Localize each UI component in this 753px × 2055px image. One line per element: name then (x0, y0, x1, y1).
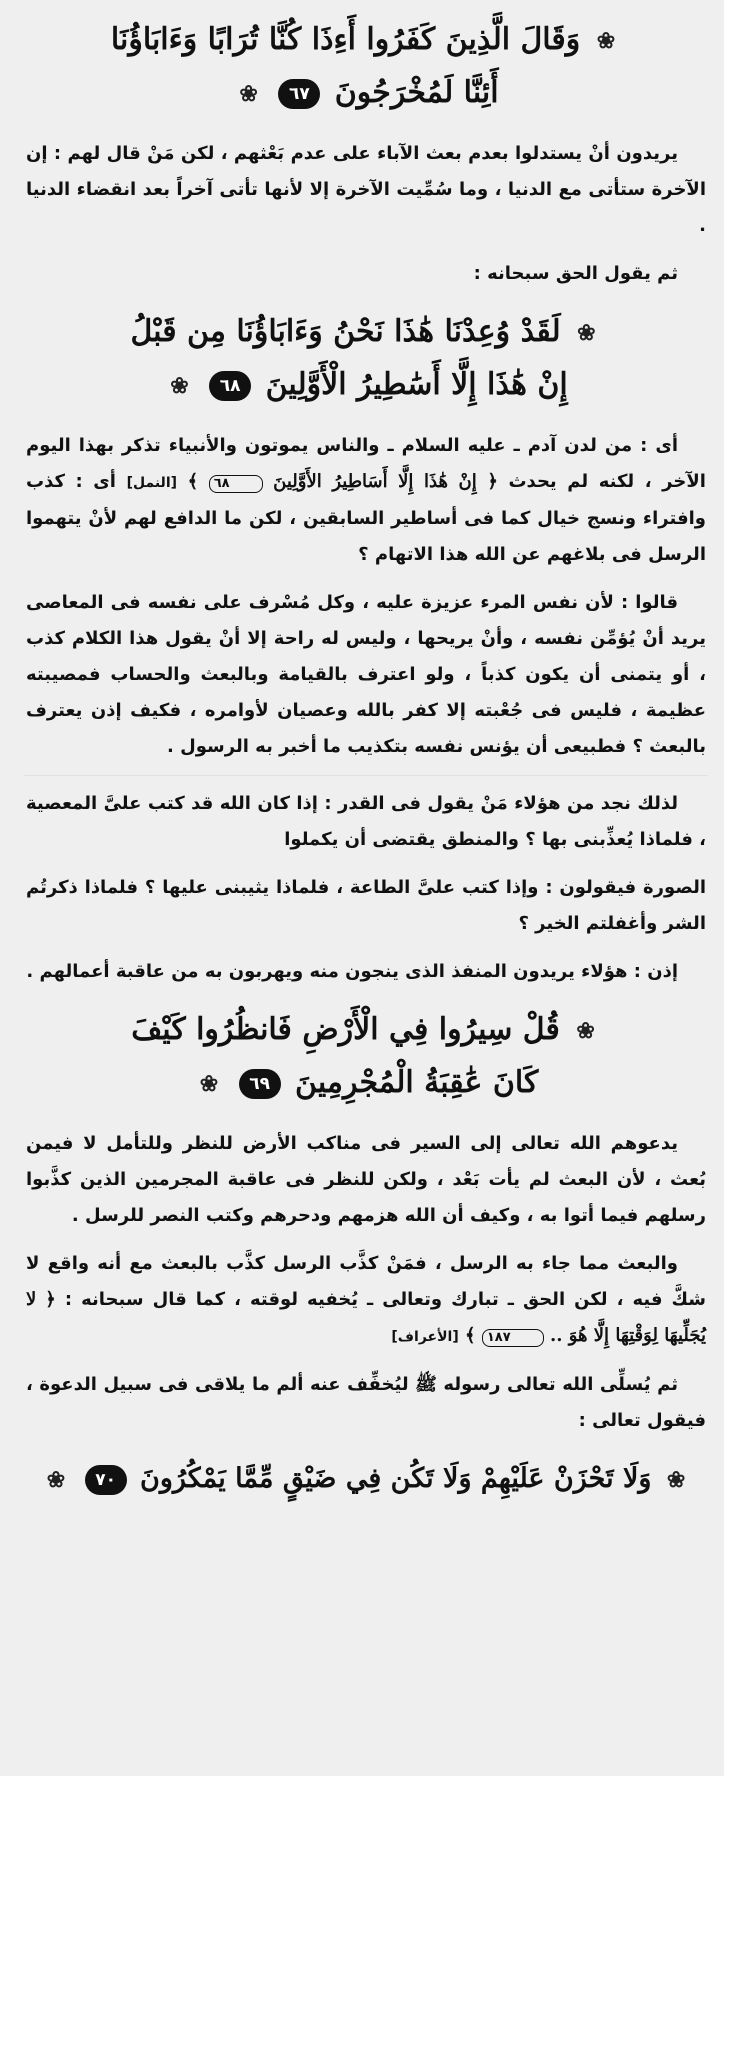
paragraph-5: لذلك نجد من هؤلاء مَنْ يقول فى القدر : إذا كان الله قد كتب علىَّ المعصية ، فلماذا يُعذِّبنى بها ؟ والمنطق يقتضى أن يكملوا (26, 793, 706, 850)
ayah-number-67: ٦٧ (278, 79, 320, 109)
verse-67-line1: وَقَالَ الَّذِينَ كَفَرُوا أَءِذَا كُنَّا تُرَابًا وَءَابَاؤُنَا (110, 22, 581, 57)
inline-quote-187: ﴿ لا يُجَلِّيهَا لِوَقْتِهَا إِلَّا هُوَ .. (26, 1289, 706, 1346)
verse-67 (18, 0, 714, 130)
ornament-icon: ❀ (576, 1018, 595, 1044)
verse-68 (18, 298, 714, 422)
verse-68-line2: إِنْ هَٰذَا إِلَّا أَسَٰطِيرُ الْأَوَّلِينَ (265, 367, 568, 402)
ornament-icon: ❀ (46, 1466, 66, 1493)
ornament-icon: ❀ (239, 81, 258, 107)
ayah-number-68: ٦٨ (209, 371, 251, 401)
paragraph-1: يريدون أنْ يستدلوا بعدم بعث الآباء على عدم بَعْثهم ، لكن مَنْ قال لهم : إن الآخرة ستأتى مع الدنيا ، وما سُمِّيت الآخرة إلا لأنها تأتى آخراً بعد انقضاء الدنيا . (26, 143, 706, 236)
paragraph-6: الصورة فيقولون : وإذا كتب علىَّ الطاعة ، فلماذا يثيبنى عليها ؟ فلماذا ذكرتُم الشر وأغفلتم الخير ؟ (26, 877, 706, 934)
paragraph-2: ثم يقول الحق سبحانه : (473, 263, 678, 284)
divider (24, 775, 708, 776)
verse-70-line1: وَلَا تَحْزَنْ عَلَيْهِمْ وَلَا تَكُن فِي ضَيْقٍ مِّمَّا يَمْكُرُونَ (139, 1463, 652, 1494)
ornament-icon: ❀ (666, 1466, 686, 1493)
paragraph-9-text-a: والبعث مما جاء به الرسل ، فمَنْ كذَّب الرسل كذَّب بالبعث مع أنه واقع لا شكَّ فيه ، لكن الحق ـ تبارك وتعالى ـ يُخفيه لوقته ، كما قال سبحانه : (26, 1253, 706, 1310)
inline-ayah-number: ٦٨ (209, 475, 263, 493)
inline-quote-68: ﴿ إِنْ هَٰذَا إِلَّا أَسَاطِيرُ الأَوَّلِينَ (273, 471, 498, 492)
surah-reference: [النمل] (126, 475, 178, 491)
inline-ayah-number: ١٨٧ (482, 1329, 544, 1347)
ayah-number-70: ٧٠ (85, 1465, 127, 1495)
ayah-number-69: ٦٩ (239, 1069, 281, 1099)
ornament-icon: ❀ (170, 373, 189, 399)
ornament-icon: ❀ (577, 320, 596, 346)
paragraph-3-text-a: أى : من لدن آدم ـ عليه السلام ـ والناس يموتون والأنبياء تذكر بهذا اليوم الآخر ، لكنه لم يحدث (26, 435, 706, 492)
verse-67-line2: أَئِنَّا لَمُخْرَجُونَ (334, 75, 499, 110)
page-column (18, 0, 714, 1516)
paragraph-10: ثم يُسلِّى الله تعالى رسوله ﷺ ليُخفِّف عنه ألم ما يلاقى فى سبيل الدعوة ، فيقول تعالى : (26, 1374, 706, 1431)
paragraph-3-text-b: أى : كذب وافتراء ونسج خيال كما فى أساطير السابقين ، لكن ما الدافع لهم لأنْ يتهموا الرسل فى بلاغهم عن الله هذا الاتهام ؟ (26, 471, 706, 565)
paragraph-8: يدعوهم الله تعالى إلى السير فى مناكب الأرض للنظر وللتأمل لا فيمن بُعث ، لأن البعث لم يأت بَعْد ، ولكن للنظر فى عاقبة المجرمين الذين كذَّبوا رسلهم فيما أتوا به ، وكيف أن الله هزمهم ودحرهم وكتب النصر للرسل . (26, 1133, 706, 1226)
ornament-icon: ❀ (596, 28, 616, 54)
verse-68-line1: لَقَدْ وُعِدْنَا هَٰذَا نَحْنُ وَءَابَاؤُنَا مِن قَبْلُ (130, 314, 561, 349)
ornament-icon: ❀ (199, 1071, 219, 1097)
verse-69 (18, 996, 714, 1120)
paragraph-4: قالوا : لأن نفس المرء عزيزة عليه ، وكل مُسْرف على نفسه فى المعاصى يريد أنْ يُؤمِّن نفسه ، وأنْ يريحها ، وليس له راحة إلا أنْ يقول هذا الكلام كذب ، أو يتمنى أن يكون كذباً ، ولو اعترف بالقيامة وبالبعث والحساب فمصيبته عظيمة ، فليس فى جُعْبته إلا كفر بالله وعصيان لأوامره ، فكيف إذن يعترف بالبعث ؟ فطبيعى أن يؤنس نفسه بتكذيب ما أخبر به الرسول . (26, 592, 706, 757)
paragraph-9: والبعث مما جاء به الرسل ، فمَنْ كذَّب الرسل كذَّب بالبعث مع أنه واقع لا شكَّ فيه ، لكن الحق ـ تبارك وتعالى ـ يُخفيه لوقته ، كما قال سبحانه : ﴿ لا يُجَلِّيهَا لِوَقْتِهَا إِلَّا هُوَ .. ١٨٧ ﴾ [الأعراف] (26, 1253, 706, 1346)
surah-reference: [الأعراف] (391, 1329, 459, 1345)
paragraph-3: أى : من لدن آدم ـ عليه السلام ـ والناس يموتون والأنبياء تذكر بهذا اليوم الآخر ، لكنه لم يحدث ﴿ إِنْ هَٰذَا إِلَّا أَسَاطِيرُ الأَوَّلِينَ ٦٨ ﴾ [النمل] أى : كذب وافتراء ونسج خيال كما فى أساطير السابقين ، لكن ما الدافع لهم لأنْ يتهموا الرسل فى بلاغهم عن الله هذا الاتهام ؟ (26, 435, 706, 565)
verse-70 (18, 1445, 714, 1516)
verse-69-line2: كَانَ عَٰقِبَةُ الْمُجْرِمِينَ (295, 1065, 539, 1100)
paragraph-7: إذن : هؤلاء يريدون المنفذ الذى ينجون منه ويهربون به من عاقبة أعمالهم . (26, 961, 678, 982)
verse-69-line1: قُلْ سِيرُوا فِي الْأَرْضِ فَانظُرُوا كَيْفَ (131, 1012, 560, 1047)
